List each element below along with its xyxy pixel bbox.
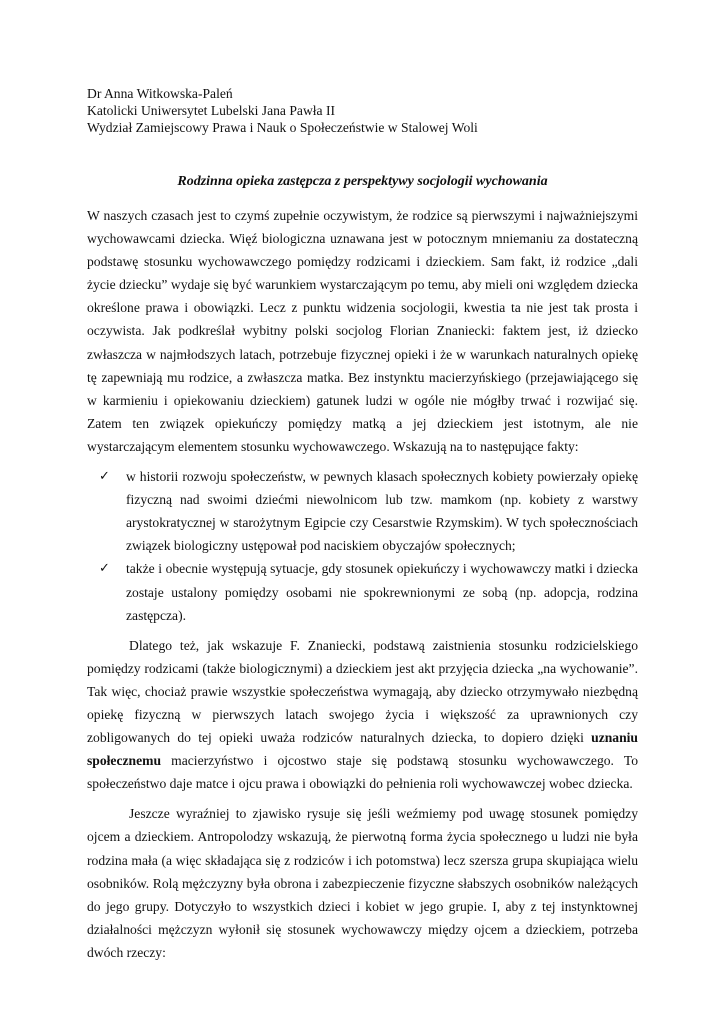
emphasis-text: uznaniu społecznemu: [87, 730, 638, 769]
author-name: Dr Anna Witkowska-Paleń: [87, 86, 233, 101]
list-item-text: także i obecnie występują sytuacje, gdy stosunek opiekuńczy i wychowawczy matki i dziecka zostaje ustalony pomiędzy osobami nie spokrewnionymi ze sobą (np. adopcja, rodzina zastępcza).: [126, 561, 638, 623]
checklist: [87, 465, 638, 627]
document-title: Rodzinna opieka zastępcza z perspektywy socjologii wychowania: [177, 174, 548, 189]
author-header: [87, 85, 478, 136]
list-item: [99, 465, 638, 557]
university-name: Katolicki Uniwersytet Lubelski Jana Pawła II: [87, 103, 336, 118]
document-body: [87, 204, 638, 964]
paragraph-text: macierzyństwo i ojcostwo staje się podstawą stosunku wychowawczego. To społeczeństwo daje matce i ojcu prawa i obowiązki do pełnienia roli wychowawczej wobec dziecka.: [87, 753, 638, 792]
paragraph-intro: W naszych czasach jest to czymś zupełnie oczywistym, że rodzice są pierwszymi i najważniejszymi wychowawcami dziecka. Więź biologiczna uznawana jest w potocznym mniemaniu za dostateczną podstawę stosunku wychowawczego pomiędzy rodzicami i dzieckiem. Sam fakt, iż rodzice „dali życie dziecku” wydaje się być warunkiem wystarczającym po temu, aby mieli oni względem dziecka określone prawa i obowiązki. Lecz z punktu widzenia socjologii, kwestia ta nie jest tak prosta i oczywista. Jak podkreślał wybitny polski socjolog Florian Znaniecki: faktem jest, iż dziecko zwłaszcza w najmłodszych latach, potrzebuje fizycznej opieki i że w warunkach naturalnych opiekę tę zapewniają mu rodzice, a zwłaszcza matka. Bez instynktu macierzyńskiego (przejawiającego się w karmieniu i opiekowaniu dzieckiem) gatunek ludzi w ogóle nie mógłby trwać i rozwijać się. Zatem ten związek opiekuńczy pomiędzy matką a jej dzieckiem jest istotnym, ale nie wystarczającym elementem stosunku wychowawczego. Wskazują na to następujące fakty:: [87, 208, 638, 454]
paragraph-znaniecki: [87, 634, 638, 796]
paragraph-father: Jeszcze wyraźniej to zjawisko rysuje się jeśli weźmiemy pod uwagę stosunek pomiędzy ojcem a dzieckiem. Antropolodzy wskazują, że pierwotną forma życia społecznego u ludzi nie była rodzina mała (a więc składająca się z rodziców i ich potomstwa) lecz szersza grupa skupiająca wielu osobników. Rolą mężczyzny była obrona i zabezpieczenie fizyczne słabszych osobników należących do jego grupy. Dotyczyło to wszystkich dzieci i kobiet w jego grupie. I, aby z tej instynktownej działalności mężczyzn wyłonił się stosunek wychowawczy między ojcem a dzieckiem, potrzeba dwóch rzeczy:: [87, 806, 638, 960]
checkmark-icon: ✓: [99, 561, 110, 577]
list-item-text: w historii rozwoju społeczeństw, w pewnych klasach społecznych kobiety powierzały opiekę fizyczną nad swoimi dziećmi niewolnicom lub tzw. mamkom (np. kobiety z warstwy arystokratycznej w starożytnym Egipcie czy Cesarstwie Rzymskim). W tych społecznościach związek biologiczny ustępował pod naciskiem obyczajów społecznych;: [126, 469, 638, 554]
list-item: [99, 557, 638, 626]
paragraph-text: Dlatego też, jak wskazuje F. Znaniecki, podstawą zaistnienia stosunku rodzicielskiego pomiędzy rodzicami (także biologicznymi) a dzieckiem jest akt przyjęcia dziecka „na wychowanie”. Tak więc, chociaż prawie wszystkie społeczeństwa wymagają, aby dziecko otrzymywało niezbędną opiekę fizyczną w pierwszych latach swojego życia i większość za uprawnionych czy zobligowanych do tej opieki uważa rodziców naturalnych dziecka, to dopiero dzięki: [87, 637, 638, 746]
faculty-name: Wydział Zamiejscowy Prawa i Nauk o Społeczeństwie w Stalowej Woli: [87, 120, 478, 135]
checkmark-icon: ✓: [99, 469, 110, 485]
